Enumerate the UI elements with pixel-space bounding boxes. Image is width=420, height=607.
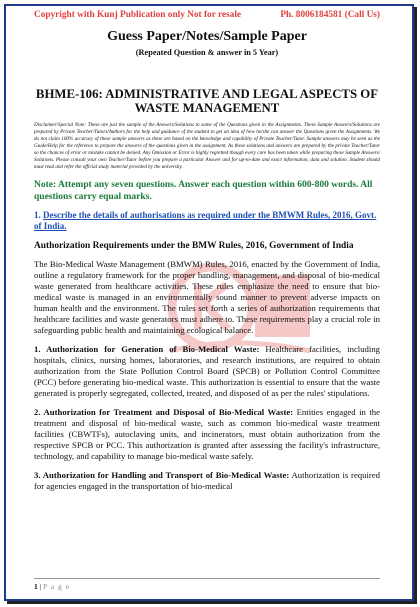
list-item xyxy=(34,470,380,492)
instructions-note: Note: Attempt any seven questions. Answer each question within 600-800 words. All questions carry equal marks. xyxy=(34,180,373,202)
page-number: 1 xyxy=(34,582,38,591)
footer-separator: | xyxy=(39,582,42,591)
item-body: Entities engaged in the treatment and disposal of bio-medical waste, such as common bio-medical waste treatment facilities (CBWTFs), autoclaving units, and incinerators, must obtain authorization from the respective SPCB or PCC. This authorization is granted after assessing the facility's infrastructure, technology, and capability to manage bio-medical waste safely. xyxy=(34,407,380,461)
item-heading: 3. Authorization for Handling and Transport of Bio-Medical Waste: xyxy=(34,470,290,480)
course-title: BHME-106: ADMINISTRATIVE AND LEGAL ASPECTS OF WASTE MANAGEMENT xyxy=(35,87,379,115)
section-heading: Authorization Requirements under the BMW Rules, 2016, Government of India xyxy=(34,241,354,251)
question-number: 1. xyxy=(34,210,41,220)
page-label: P a g e xyxy=(43,582,70,591)
document-title: Guess Paper/Notes/Sample Paper xyxy=(107,29,307,44)
document-subtitle: (Repeated Question & answer in 5 Year) xyxy=(135,48,279,57)
item-body: Healthcare facilities, including hospitals, clinics, nursing homes, laboratories, and research institutions, are required to obtain authorization from the State Pollution Control Board (SPCB) or Pollution Control Committee (PCC) before generating bio-medical waste. This authorization is essential to ensure that the waste generated is properly segregated, collected, treated, and disposed of as per the rules' stipulations. xyxy=(34,344,381,398)
disclaimer-text: Disclaimer/Special Note: These are just the sample of the Answers/Solutions to some of the Questions given in the Assignments. These Sample Answers/Solutions are prepared by Private Teacher/Tutors/Authors for the help and guidance of the student to get an idea of how he/she can answer the Questions given the Assignments. We do not claim 100% accuracy of these sample answers as these are based on the knowledge and capability of Private Teacher/Tutor. Sample answers may be seen as the Guide/Help for the reference to prepare the answers of the questions given in the assignment. As these solutions and answers are prepared by the private Teacher/Tutor so the chances of error or mistake cannot be denied. Any Omission or Error is highly regretted though every care has been taken while preparing these Sample Answers/ Solutions. Please consult your own Teacher/Tutor before you prepare a particular Answer and for up-to-date and exact information, data and solution. Student should must read and refer the official study material provided by the university. xyxy=(34,122,380,170)
intro-paragraph: The Bio-Medical Waste Management (BMWM) Rules, 2016, enacted by the Government of India, outline a regulatory framework for the proper handling, management, and disposal of bio-medical waste generated from healthcare activities. These rules emphasize the need to ensure that bio-medical waste is managed in an environmentally sound manner to prevent adverse impacts on human health and the environment. The rules set forth a series of authorization requirements that healthcare facilities and waste generators must adhere to. These requirements play a crucial role in safeguarding public health and maintaining ecological balance. xyxy=(34,259,380,335)
item-body: Authorization is required for agencies engaged in the transportation of bio-medical xyxy=(34,470,380,491)
question-text: Describe the details of authorisations as required under the BMWM Rules, 2016, Govt. of India. xyxy=(34,210,377,231)
item-heading: 1. Authorization for Generation of Bio-Medical Waste: xyxy=(34,344,260,354)
copyright-bar xyxy=(34,10,380,20)
list-item xyxy=(34,344,380,399)
contact-phone: Ph. 8006184581 (Call Us) xyxy=(280,10,380,20)
page-footer xyxy=(34,578,380,591)
copyright-notice: Copyright with Kunj Publication only Not for resale xyxy=(34,10,242,20)
list-item xyxy=(34,407,380,462)
question-1 xyxy=(34,210,380,232)
item-heading: 2. Authorization for Treatment and Disposal of Bio-Medical Waste: xyxy=(34,407,294,417)
